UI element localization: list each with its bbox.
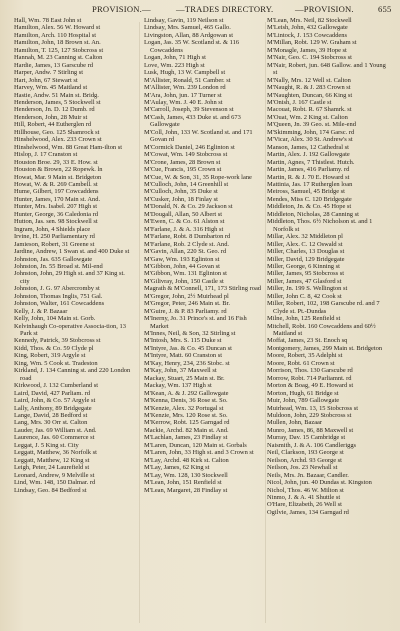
directory-entry: Murray, Dav. 15 Cambridge st bbox=[267, 434, 346, 442]
column-3 bbox=[267, 17, 391, 516]
directory-entry: Johnston, Thomas Inglis, 751 Gal. bbox=[14, 292, 103, 300]
directory-entry: Howat, Mar. 9 Main st. Bridgeton bbox=[14, 173, 102, 181]
directory-entry: M'Nally, Mrs. 12 Well st. Calton bbox=[267, 76, 351, 84]
directory-entry: Martin, R. & J. 70 E. Howard st bbox=[267, 173, 350, 181]
directory-entry: Hill, Robert, 44 Eutherglen rd bbox=[14, 121, 92, 129]
directory-entry: M'Intyre, Matt. 60 Cranston st bbox=[144, 352, 223, 360]
directory-entry: Mitchell, Robt. 160 Cowcaddens and 60½ Maitland st bbox=[267, 322, 376, 338]
directory-entry: M'Lean, Mrs. Neil, 82 Stockwell bbox=[267, 17, 352, 24]
directory-entry: Mackay, Wm. 137 High st bbox=[144, 382, 212, 390]
directory-entry: Moore, Robert, 35 Adelphi st bbox=[267, 352, 343, 360]
directory-entry: Kelly, John, 104 Main st. Gorb. bbox=[14, 315, 96, 323]
directory-entry: Lindsay, Gavin, 119 Neilson st bbox=[144, 17, 224, 24]
directory-entry: M'Coll, John, 133 W. Scotland st. and 171 Govan rd bbox=[144, 128, 253, 144]
column-divider bbox=[139, 22, 140, 623]
directory-entry: M'Kenzie, Mrs. 120 Rose st. So. bbox=[144, 412, 228, 420]
directory-entry: Mackay, Stuart, 25 Main st. Br. bbox=[144, 374, 225, 382]
directory-entry: Hunter, James, 170 Main st. And. bbox=[14, 195, 101, 203]
directory-entry: Leggatt, Matthew, 12 King st bbox=[14, 456, 90, 464]
directory-entry: Harvey, Wm. 45 Maitland st bbox=[14, 84, 88, 92]
directory-entry: Hamilton, John, 18 Brown st. An. bbox=[14, 39, 101, 47]
directory-entry: Logan, Jas. 35 W. Scotland st. & 116 Cowcaddens bbox=[144, 39, 240, 54]
directory-entry: King, Wm. 5 Cook st. Tradeston bbox=[14, 359, 98, 367]
directory-entry: M'Laren, John, 33 High st. and 3 Crown st bbox=[144, 449, 254, 457]
directory-entry: Lang, Mrs. 30 Orr st. Calton bbox=[14, 419, 88, 427]
directory-entry: Meiross, Samuel, 45 Bridge st bbox=[267, 188, 345, 196]
directory-entry: King, Robert, 319 Argyle st bbox=[14, 352, 86, 360]
directory-entry: M'Naught, R. & J. 283 Crown st bbox=[267, 84, 351, 92]
directory-entry: Hannah, M. 23 Canning st. Calton bbox=[14, 54, 103, 62]
directory-entry: M'Farlane, Robt. 8 Dumbarton rd bbox=[144, 233, 231, 241]
directory-entry: Love, Wm. 223 High st bbox=[144, 61, 205, 69]
directory-entry: M'Kerrow, Robt. 125 Garngad rd bbox=[144, 419, 230, 427]
directory-entry: Manson, James, 12 Cathedral st bbox=[267, 143, 349, 151]
running-head-left: PROVISION.— bbox=[92, 4, 151, 14]
directory-entry: M'Cash, James, 433 Duke st. and 673 Gallowgate bbox=[144, 113, 241, 129]
directory-entry: Hume, Gilbert, 197 Cowcaddens bbox=[14, 188, 99, 196]
directory-entry: Johnston, Walter, 161 Cowcaddens bbox=[14, 300, 105, 308]
directory-entry: Nichol, Thos. 46 W. Milton st bbox=[267, 486, 344, 494]
directory-entry: Ingram, John, 4 Shields place bbox=[14, 225, 91, 233]
directory-entry: Kirkland, J. 134 Canning st. and 220 London road bbox=[14, 367, 131, 382]
directory-entry: Miller, Charles, 13 Douglas st bbox=[267, 248, 345, 256]
directory-entry: Neil, Clarkson, 193 George st bbox=[267, 449, 344, 457]
directory-entry: M'Ara, John, jun. 17 Turner st bbox=[144, 91, 222, 99]
directory-entry: Leigh, Peter, 24 Laurefield st bbox=[14, 464, 90, 472]
directory-entry: Hunter, Mrs. Isabel. 207 High st bbox=[14, 203, 98, 211]
directory-entry: Moore, Robt. 61 Crown st bbox=[267, 359, 335, 367]
directory-entry: Johnston, Jas. 635 Gallowgate bbox=[14, 255, 93, 263]
directory-entry: M'Ewen, C. & Co. 61 Alston st bbox=[144, 218, 225, 226]
directory-entry: Lind, Wm. 148, 150 Dalmar. rd bbox=[14, 479, 96, 487]
directory-entry: Muldoon, John, 229 Stobcross st bbox=[267, 412, 352, 420]
directory-entry: Magrath & M'Connell, 171, 173 Stirling road bbox=[144, 285, 262, 293]
directory-entry: Laurence, Jas. 60 Commerce st bbox=[14, 434, 95, 442]
directory-entry: Lusk, Hugh, 13 W. Campbell st bbox=[144, 69, 226, 77]
directory-entry: Logan, John, 71 High st bbox=[144, 54, 206, 62]
directory-entry: M'Farlane, J. & A. 316 High st bbox=[144, 225, 224, 233]
directory-entry: Kirkwood, J. 132 Cumberland st bbox=[14, 382, 99, 390]
directory-entry: Muirhead, Wm. 13, 15 Stobcross st bbox=[267, 404, 359, 412]
directory-entry: M'Cowat, Wm. 149 Stobcross st bbox=[144, 151, 228, 159]
directory-entry: M'Cormick Daniel, 246 Eglinton st bbox=[144, 143, 235, 151]
directory-entry: Hutton, Jas. sen. 98 Stockwell st bbox=[14, 218, 98, 226]
directory-entry: M'Guire, J. & P. 83 Parliamy. rd bbox=[144, 307, 227, 315]
directory-entry: Irvine, H. 250 Parliamentary rd bbox=[14, 233, 95, 241]
directory-entry: Middleton, Nicholas, 28 Canning st bbox=[267, 210, 359, 218]
directory-entry: Livingston, Allan, 88 Ardgowan st bbox=[144, 31, 234, 39]
directory-entry: Hunter, George, 36 Caledonia rd bbox=[14, 210, 99, 218]
directory-entry: M'Cusker, John, 18 Finlay st bbox=[144, 195, 218, 203]
directory-entry: Hall, Wm. 78 East John st bbox=[14, 17, 82, 24]
directory-entry: Macouat, Robt. R. 67 Shamrk. st bbox=[267, 106, 352, 114]
directory-entry: M'Nair, Geo. C. 194 Stobcross st bbox=[267, 54, 352, 62]
directory-entry: Muir, John, 789 Gallowgate bbox=[267, 397, 340, 405]
directory-entry: M'Gaw, Wm. 193 Eglinton st bbox=[144, 255, 220, 263]
directory-entry: Ninmo, J. & A. 41 Shuttle st bbox=[267, 494, 341, 501]
directory-entry: M'Lay, Archd. 48 Kirk st. Calton bbox=[144, 456, 229, 464]
directory-entry: M'Nair, Robert, jun. 648 Gallow. and 1 Young st bbox=[267, 61, 386, 77]
directory-entry: Houston Broe. 29, 33 E. How. st bbox=[14, 158, 98, 166]
directory-entry: Harper, Andw. 7 Stirling st bbox=[14, 69, 84, 77]
directory-entry: M'Lay, James, 62 King st bbox=[144, 464, 210, 472]
directory-entry: M'Lintock, J. 153 Cowcaddens bbox=[267, 31, 348, 39]
directory-entry: Middleton, Thos. 6½ Nicholson st. and 1 Norfolk st bbox=[267, 218, 373, 233]
directory-entry: Lindsay, Mrs. Samuel, 465 Gallo. bbox=[144, 24, 231, 32]
directory-entry: Hinshelwood, Wm. 88 Great Ham-ilton st bbox=[14, 143, 123, 151]
directory-entry: Johnston, J. G. 97 Abercromby st bbox=[14, 285, 100, 293]
directory-entry: Hislop, J. 17 Cranston st bbox=[14, 151, 78, 159]
directory-entry: M'Inerny, Jo. 31 Prince's st. and 16 Fish Market bbox=[144, 315, 247, 330]
directory-entry: Hardie, James, 13 Garscube rd bbox=[14, 61, 94, 69]
directory-entry: M'Cue, Francis, 195 Crown st bbox=[144, 166, 222, 174]
directory-entry: M'Onish, J. 167 Castle st bbox=[267, 98, 332, 106]
directory-entry: Martin, Alex. J. 192 Gallowgate bbox=[267, 151, 350, 159]
directory-entry: O'Hare, Elizabeth, 26 Well st bbox=[267, 501, 342, 509]
directory-entry: Munro, James, 86, 88 Maxwell st bbox=[267, 426, 354, 434]
directory-entry: Henderson, James, 5 Stockwell st bbox=[14, 98, 101, 106]
column-divider bbox=[265, 22, 266, 623]
directory-entry: Hillhouse, Geo. 125 Shamrock st bbox=[14, 128, 100, 136]
directory-entry: Neils, Mrs. Jn. Bazaar, Candler. bbox=[267, 471, 349, 479]
directory-entry: Lindsay, Geo. 84 Bedford st bbox=[14, 486, 87, 494]
directory-entry: M'Culloch, John, 35 Duke st bbox=[144, 188, 218, 196]
directory-entry: M'Gibbon, Wm. 131 Eglinton st bbox=[144, 270, 227, 278]
directory-entry: M'Allister, Ronald, 51 Camber. st bbox=[144, 76, 231, 84]
directory-entry: M'Intosh, Mrs. S. 115 Duke st bbox=[144, 337, 222, 345]
directory-entry: Milne, John, 125 Renfield st bbox=[267, 315, 341, 323]
directory-entry: M'Kenzie, Alex. 32 Portugal st bbox=[144, 404, 224, 412]
directory-entry: M'Vicar, Alex. 30 St. Andrew's st bbox=[267, 136, 353, 144]
directory-entry: M'Carroll, Joseph, 39 Stevenson st bbox=[144, 106, 234, 114]
directory-entry: M'Lean, Margaret, 28 Findlay st bbox=[144, 486, 228, 494]
directory-entry: Johnston, Jn. 55 Broad st. Mil-end bbox=[14, 262, 103, 270]
directory-entry: M'Crone, James, 28 Brown st bbox=[144, 158, 221, 166]
directory-entry: M'Gregor, John, 2½ Muirhead pl bbox=[144, 292, 229, 300]
directory-entry: Mullen, John, Bazaar bbox=[267, 419, 323, 427]
directory-entry: Laird, John, & Co. 57 Argyle st bbox=[14, 397, 96, 405]
directory-entry: M'Gavin, Allan, 220 St. Geo. rd bbox=[144, 248, 227, 256]
directory-entry: M'Queen, Jn. 39 Geo. st. Mile-end bbox=[267, 121, 356, 129]
directory-entry: M'Kay, Henry, 234, 236 Stobc. st bbox=[144, 359, 230, 367]
directory-entry: Hamilton, Alex. 56 W. Howard st bbox=[14, 24, 101, 32]
directory-entry: M'Lean, John, 151 Renfield st bbox=[144, 479, 222, 487]
directory-entry: Hart, John, 67 Stewart st bbox=[14, 76, 78, 84]
directory-entry: Kelly, J. & P. Bazaar bbox=[14, 307, 68, 315]
directory-entry: Leonard, Andrew, 9 Melville st bbox=[14, 471, 95, 479]
directory-entry: M'Kay, John, 37 Maxwell st bbox=[144, 367, 217, 375]
directory-entry: Laird, David, 427 Parliam. rd bbox=[14, 389, 90, 397]
directory-entry: Hinshelwood, Alex. 233 Crown st bbox=[14, 136, 102, 144]
directory-entry: Johnston, John, 29 High st. and 37 King st. city bbox=[14, 270, 125, 285]
directory-entry: M'Cue, W. & Son, 31, 35 Rope-work lane bbox=[144, 173, 252, 181]
directory-entry: Jardine, Andrew, 1 Swan st. and 400 Duke st bbox=[14, 248, 130, 256]
directory-entry: Moffat, James, 23 St. Enoch sq bbox=[267, 337, 348, 345]
directory-entry: Naismith, J. & A. 106 Candleriggs bbox=[267, 441, 357, 449]
directory-entry: Ogilvie, James, 134 Garngad rd bbox=[267, 508, 349, 516]
directory-entry: M'Gregor, Peter, 246 Main st. Br. bbox=[144, 300, 230, 308]
directory-entry: Miller, Jn. 199 S. Wellington st bbox=[267, 285, 348, 293]
page-number: 655 bbox=[378, 4, 392, 14]
directory-entry: M'Culloch, John, 14 Greenhill st bbox=[144, 180, 229, 188]
directory-entry: M'Skimming, John, 174 Garsc. rd bbox=[267, 128, 355, 136]
directory-entry: Kennedy, Patrick, 39 Stobcross st bbox=[14, 337, 101, 345]
directory-entry: M'Laren, Duncan, 120 Main st. Gorbals bbox=[144, 441, 247, 449]
directory-entry: M'Intyre, Jas. & Co. 45 Duncan st bbox=[144, 344, 232, 352]
directory-entry: Hastie, Andw. 51 Main st. Bridg. bbox=[14, 91, 99, 99]
directory-entry: Hamilton, Arch. 110 Hospital st bbox=[14, 31, 97, 39]
directory-entry: M'Aulay, Wm. J. 40 E. John st bbox=[144, 98, 223, 106]
directory-entry: Morton & Boag, 49 E. Howard st bbox=[267, 382, 354, 390]
directory-entry: Mackie, Archd. 82 Main st. And. bbox=[144, 426, 229, 434]
directory-entry: Hamilton, T. 125, 127 Stobcross st bbox=[14, 46, 104, 54]
directory-entry: M'Gilivray, John, 150 Castle st bbox=[144, 277, 224, 285]
directory-entry: Jamieson, Robert, 31 Greene st bbox=[14, 240, 95, 248]
directory-entry: Miller, James, 47 Glasford st bbox=[267, 277, 342, 285]
directory-entry: Mendes, Miss C. 120 Bridgegate bbox=[267, 195, 352, 203]
directory-entry: Kelvinhaugh Co-operative Associa-tion, 13 Park st bbox=[14, 322, 126, 338]
directory-entry: Kidd, Thos. & Co. 59 Clyde pl bbox=[14, 344, 94, 352]
directory-entry: M'Kenna, Denis, 36 Rose st. So. bbox=[144, 397, 228, 405]
directory-entry: Lauder, Jas. 69 William st. And. bbox=[14, 426, 97, 434]
directory-entry: M'Gibbon, John, 44 Govan st bbox=[144, 262, 220, 270]
directory-entry: M'Dougall, Allan, 50 Albert st bbox=[144, 210, 223, 218]
directory-entry: M'Lay, Wm. 128, 130 Stockwell bbox=[144, 471, 228, 479]
running-head-right: —PROVISION. bbox=[295, 4, 354, 14]
directory-entry: M'Millan, Robt. 129 W. Graham st bbox=[267, 39, 357, 47]
directory-entry: M'Naughten, Duncan, 66 King st bbox=[267, 91, 353, 99]
directory-entry: Neilson, Jos. 23 Newhall st bbox=[267, 464, 338, 472]
directory-entry: M'Monagle, James, 39 Hope st bbox=[267, 46, 347, 54]
directory-entry: Montgomery, James, 299 Main st. Bridgeton bbox=[267, 344, 383, 352]
directory-entry: M'Donald, N. & Co. 29 Jackson st bbox=[144, 203, 233, 211]
directory-entry: M'Lachlan, James, 23 Findlay st bbox=[144, 434, 228, 442]
directory-entry: Lange, David, 28 Bedford st bbox=[14, 412, 88, 420]
directory-entry: Mattinia, Jas. 17 Rutherglen loan bbox=[267, 180, 353, 188]
directory-entry: Millar, Alex. 32 Middleton pl bbox=[267, 233, 343, 241]
directory-entry: M'Innes, Neil, & Son, 32 Stirling st bbox=[144, 330, 236, 338]
directory-entry: Leggatt, Matthew, 36 Norfolk st bbox=[14, 449, 97, 457]
directory-entry: Miller, David, 129 Bridgegate bbox=[267, 255, 345, 263]
column-1 bbox=[14, 17, 135, 494]
directory-entry: Miller, George, 6 Kinning st bbox=[267, 262, 340, 270]
directory-entry: Leggat, J. 5 King st. City bbox=[14, 441, 79, 449]
directory-entry: Houston & Brown, 22 Ropewk. ln bbox=[14, 166, 103, 174]
running-head bbox=[0, 4, 400, 16]
directory-entry: Nicol, John, jun. 40 Dundas st. Kingston bbox=[267, 479, 372, 487]
directory-entry: Henderson, John, 28 Muir st bbox=[14, 113, 88, 121]
directory-entry: Martin, James, 416 Parliamy. rd bbox=[267, 166, 350, 174]
directory-entry: Martin, Agnes, 7 Thistlest. Hutch. bbox=[267, 158, 355, 166]
directory-entry: Henderson, Jn. D. 12 Dumb. rd bbox=[14, 106, 95, 114]
directory-entry: M'Kean, A. & J. 292 Gallowgate bbox=[144, 389, 229, 397]
directory-entry: M'Allister, Wm. 239 London rd bbox=[144, 84, 226, 92]
column-2 bbox=[144, 17, 264, 494]
directory-entry: Miller, Alex. C. 12 Oswald st bbox=[267, 240, 343, 248]
directory-entry: M'Leish, John, 432 Gallowgate bbox=[267, 24, 348, 32]
directory-entry: Miller, John C. 8, 42 Cook st bbox=[267, 292, 342, 300]
running-head-center: —TRADES DIRECTORY. bbox=[176, 4, 274, 14]
directory-entry: Morrow, Robt. 714 Parliamnt. rd bbox=[267, 374, 352, 382]
directory-entry: Morton, Hugh, 61 Bridge st bbox=[267, 389, 339, 397]
directory-entry: M'Ouat, Wm. 2 King st. Calton bbox=[267, 113, 348, 121]
directory-entry: Lally, Anthony, 89 Bridgegate bbox=[14, 404, 92, 412]
directory-entry: Neilson, Archd. 93 George st bbox=[267, 456, 342, 464]
directory-entry: Miller, Robert, 102, 198 Garscube rd. and 7 Clyde st. Pt.-Dundas bbox=[267, 300, 380, 315]
directory-entry: Miller, James, 95 Stobcross st bbox=[267, 270, 344, 278]
directory-entry: Middleton, Jn. & Co. 45 Hope st bbox=[267, 203, 352, 211]
directory-entry: M'Farlane, Rob. 2 Clyde st. And. bbox=[144, 240, 230, 248]
directory-entry: Morrison, Thos. 130 Garscube rd bbox=[267, 367, 353, 375]
directory-entry: Howat, W. & R. 269 Cambell. st bbox=[14, 180, 98, 188]
